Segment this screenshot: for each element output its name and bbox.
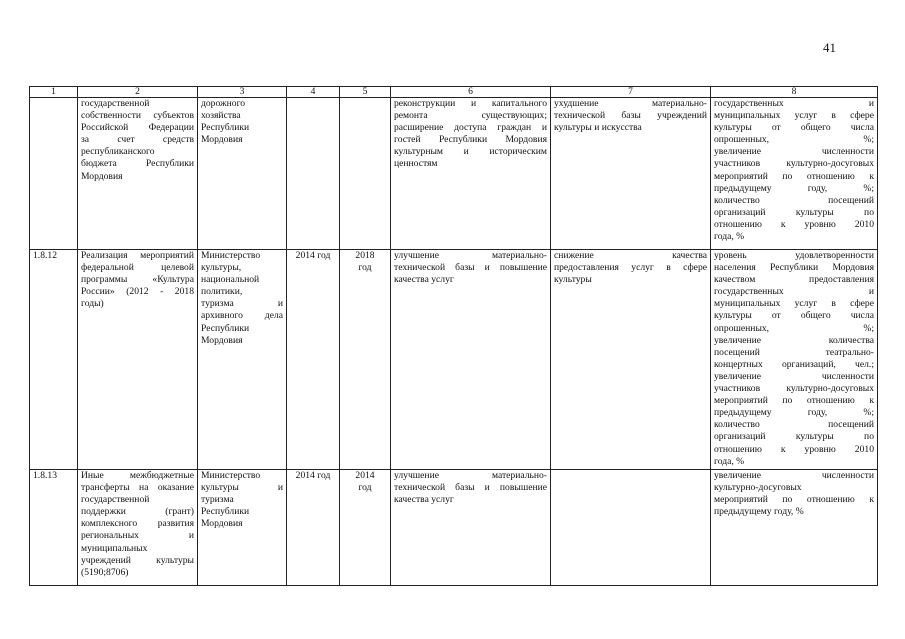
cell-text-line: мероприятий по отношению к — [714, 170, 874, 182]
indicators-cell — [711, 470, 878, 586]
cell-text-line: уровень удовлетворенности — [714, 250, 874, 261]
cell-text: 2014 год — [295, 250, 331, 261]
executor-cell — [198, 250, 287, 470]
row-number — [30, 470, 78, 586]
cell-text-line: Министерство — [201, 470, 261, 481]
cell-text-line: дорожного — [201, 98, 246, 109]
cell-text-line: федеральной целевой — [81, 262, 194, 274]
cell-text-line: национальной — [201, 274, 260, 286]
expected-result-cell — [391, 250, 551, 470]
cell-text-line: организаций культуры по — [714, 206, 874, 218]
column-number: 2 — [78, 87, 198, 98]
cell-text-line: Республики — [201, 506, 250, 518]
cell-text-line: качества услуг — [394, 274, 454, 286]
end-year-cell — [340, 250, 391, 470]
start-year-cell — [287, 250, 340, 470]
cell-text-line: населения Республики Мордовия — [714, 262, 874, 274]
cell-text-line: мероприятий по отношению к — [714, 494, 874, 506]
cell-text-line: Республики — [201, 322, 250, 334]
column-number: 1 — [30, 87, 78, 98]
cell-text-line: ухудшение материально- — [554, 98, 707, 109]
cell-text-line: года, % — [714, 455, 745, 467]
cell-text-line: опрошенных, %; — [714, 322, 874, 334]
consequence-cell — [551, 98, 711, 250]
cell-text-line: увеличение количества — [714, 334, 874, 346]
cell-text-line: государственных и — [714, 286, 874, 298]
executor-cell — [198, 98, 287, 250]
consequence-cell — [551, 250, 711, 470]
end-year-cell — [340, 98, 391, 250]
event-cell — [78, 98, 198, 250]
cell-text-line: организаций культуры по — [714, 431, 874, 443]
cell-text-line: снижение качества — [554, 250, 707, 261]
page-number: 41 — [823, 40, 836, 55]
cell-text-line: ремонта существующих; — [394, 110, 547, 122]
cell-text-line: культуры от общего числа — [714, 310, 874, 322]
cell-text-line: отношению к уровню 2010 — [714, 218, 874, 230]
cell-text-line: 2014 — [355, 470, 375, 481]
cell-text-line: отношению к уровню 2010 — [714, 443, 874, 455]
cell-text-line: культуры, — [201, 262, 242, 274]
cell-text-line: комплексного развития — [81, 518, 194, 530]
table-row — [30, 250, 878, 470]
cell-text-line: расширение доступа граждан и — [394, 122, 547, 134]
executor-cell — [198, 470, 287, 586]
cell-text-line: год — [358, 482, 372, 494]
cell-text-line: ценностям — [394, 158, 438, 170]
cell-text-line: года, % — [714, 231, 745, 243]
cell-text-line: предыдущему году, % — [714, 506, 804, 518]
cell-text-line: Республики — [201, 122, 250, 134]
cell-text-line: культуры и — [201, 482, 283, 494]
cell-text-line: региональных и — [81, 530, 194, 542]
cell-text-line: технической базы учреждений — [554, 110, 707, 122]
cell-text-line: опрошенных, %; — [714, 134, 874, 146]
cell-text-line: бюджета Республики — [81, 158, 194, 170]
cell-text-line: Мордовия — [201, 518, 243, 530]
cell-text-line: участников культурно-досуговых — [714, 383, 874, 395]
consequence-cell — [551, 470, 711, 586]
cell-text-line: год — [358, 262, 372, 274]
cell-text-line: мероприятий по отношению к — [714, 395, 874, 407]
cell-text-line: Мордовия — [201, 334, 243, 346]
cell-text-line: технической базы и повышение — [394, 262, 547, 274]
cell-text-line: концертных организаций, чел.; — [714, 358, 874, 370]
cell-text-line: Мордовия — [201, 134, 243, 146]
table-row — [30, 470, 878, 586]
cell-text-line: туризма и — [201, 298, 283, 310]
column-number: 6 — [391, 87, 551, 98]
start-year-cell — [287, 98, 340, 250]
cell-text-line: культуры — [554, 274, 592, 286]
indicators-cell — [711, 250, 878, 470]
column-number: 3 — [198, 87, 287, 98]
cell-text-line: улучшение материально- — [394, 250, 547, 261]
end-year-cell — [340, 470, 391, 586]
column-number: 7 — [551, 87, 711, 98]
cell-text-line: муниципальных — [81, 542, 148, 554]
cell-text-line: предыдущему году, %; — [714, 182, 874, 194]
cell-text-line: муниципальных услуг в сфере — [714, 298, 874, 310]
cell-text-line: туризма — [201, 494, 234, 506]
cell-text-line: увеличение численности — [714, 470, 874, 481]
cell-text: 1.8.13 — [33, 470, 57, 481]
cell-text-line: 2018 — [355, 250, 375, 261]
cell-text-line: культуры от общего числа — [714, 122, 874, 134]
cell-text: 1.8.12 — [33, 250, 57, 261]
cell-text-line: качества услуг — [394, 494, 454, 506]
expected-result-cell — [391, 98, 551, 250]
cell-text-line: предыдущему году, %; — [714, 407, 874, 419]
cell-text-line: увеличение численности — [714, 146, 874, 158]
cell-text-line: республиканского — [81, 146, 155, 158]
cell-text-line: государственных и — [714, 98, 874, 109]
cell-text-line: Российской Федерации — [81, 122, 194, 134]
cell-text-line: государственной — [81, 494, 150, 506]
row-number — [30, 250, 78, 470]
cell-text-line: гостей Республики Мордовия — [394, 134, 547, 146]
cell-text-line: реконструкции и капитального — [394, 98, 547, 109]
row-number — [30, 98, 78, 250]
indicators-cell — [711, 98, 878, 250]
cell-text-line: учреждений культуры — [81, 554, 194, 566]
cell-text-line: годы) — [81, 298, 104, 310]
cell-text-line: программы «Культура — [81, 274, 194, 286]
cell-text-line: культурным и историческим — [394, 146, 547, 158]
cell-text-line: предоставления услуг в сфере — [554, 262, 707, 274]
cell-text-line: улучшение материально- — [394, 470, 547, 481]
cell-text-line: Реализация мероприятий — [81, 250, 194, 261]
cell-text-line: увеличение численности — [714, 370, 874, 382]
cell-text-line: собственности субъектов — [81, 110, 194, 122]
cell-text-line: культурно-досуговых — [714, 482, 802, 494]
cell-text-line: архивного дела — [201, 310, 283, 322]
table-row — [30, 98, 878, 250]
cell-text-line: за счет средств — [81, 134, 194, 146]
start-year-cell — [287, 470, 340, 586]
cell-text-line: участников культурно-досуговых — [714, 158, 874, 170]
cell-text-line: хозяйства — [201, 110, 241, 122]
event-cell — [78, 250, 198, 470]
cell-text-line: (5190;8706) — [81, 566, 129, 578]
cell-text-line: количество посещений — [714, 419, 874, 431]
cell-text-line: муниципальных услуг в сфере — [714, 110, 874, 122]
column-number-row — [30, 87, 878, 98]
cell-text-line: технической базы и повышение — [394, 482, 547, 494]
column-number: 5 — [340, 87, 391, 98]
cell-text-line: политики, — [201, 286, 243, 298]
cell-text-line: поддержки (грант) — [81, 506, 194, 518]
cell-text-line: культуры и искусства — [554, 122, 642, 134]
program-table — [29, 86, 878, 586]
column-number: 4 — [287, 87, 340, 98]
event-cell — [78, 470, 198, 586]
cell-text-line: Министерство — [201, 250, 261, 261]
cell-text-line: Иные межбюджетные — [81, 470, 194, 481]
cell-text-line: государственной — [81, 98, 150, 109]
cell-text-line: посещений театрально- — [714, 346, 874, 358]
expected-result-cell — [391, 470, 551, 586]
cell-text-line: трансферты на оказание — [81, 482, 194, 494]
cell-text-line: Мордовия — [81, 170, 123, 182]
cell-text: 2014 год — [295, 470, 331, 481]
cell-text-line: количество посещений — [714, 194, 874, 206]
column-number: 8 — [711, 87, 878, 98]
cell-text-line: качеством предоставления — [714, 274, 874, 286]
cell-text-line: России» (2012 - 2018 — [81, 286, 194, 298]
